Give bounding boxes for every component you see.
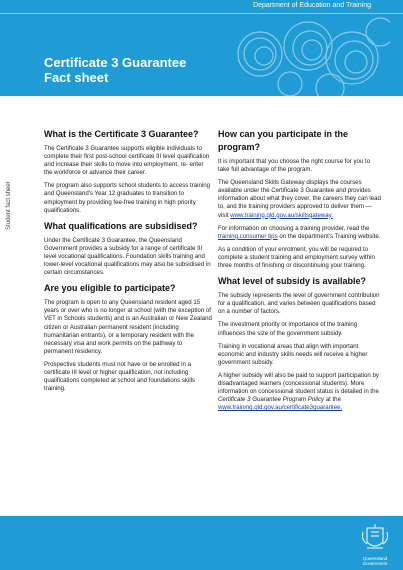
paragraph <box>218 372 383 412</box>
section-heading-subsidy: What level of subsidy is available? <box>218 276 367 287</box>
section-heading-what-is: What is the Certificate 3 Guarantee? <box>44 129 199 139</box>
page-title: Certificate 3 Guarantee Fact sheet <box>44 55 187 85</box>
paragraph: The program is open to any Queensland resident aged 15 years or over who is no longer at school (with the exception of VET in Schools students) and is an Australian or New Zealand citizen or Australian permanent resident (including humanitarian entrants), or a temporary resident with the necessary visa and work permits on the pathway to permanent residency. <box>44 299 212 355</box>
paragraph: The Certificate 3 Guarantee supports eligible individuals to complete their first post-school certificate III level qualification and increase their skills to move into employment, re- enter the workforce or advance their career. <box>44 145 210 177</box>
footer-bar <box>0 516 403 570</box>
paragraph: As a condition of your enrolment, you will be required to complete a student training and employment survey within three months of finishing or discontinuing your training. <box>218 245 375 270</box>
consumer-tips-link[interactable]: training.consumer tips <box>218 232 278 240</box>
paragraph-text: on the department's Training website. <box>279 232 381 240</box>
paragraph: It is important that you choose the right course for you to take full advantage of the program. <box>218 158 371 174</box>
paragraph: Prospective students must not have or be enrolled in a certificate III level or higher qualification, not including qualifications completed at school and foundations skills training. <box>44 360 196 393</box>
skills-gateway-link[interactable]: www.training.qld.gov.au/skillsgateway. <box>230 211 333 219</box>
section-heading-participate: How can you participate in the program? <box>218 129 349 152</box>
paragraph-text: A higher subsidy will also be paid to support participation by disadvantaged learners (concessional students). More information on concessional student status is detailed in the <box>218 371 379 396</box>
department-name: Department of Education and Training <box>253 2 371 9</box>
section-heading-eligibility: Are you eligible to participate? <box>44 283 176 294</box>
header-top-bar <box>0 0 403 14</box>
section-heading-qualifications: What qualifications are subsidised? <box>44 220 198 231</box>
decorative-swirls-graphic <box>230 14 390 96</box>
right-column <box>218 128 383 417</box>
paragraph-text: The Queensland Skills Gateway displays the courses available under the Certificate 3 Guarantee and provides information about what they cover, the careers they can lead to, and the training providers approved to deliver them — visit <box>218 179 381 219</box>
certificate3-guarantee-link[interactable]: www.training.qld.gov.au/certificate3guarantee. <box>218 404 343 412</box>
paragraph <box>218 179 383 219</box>
paragraph: Training in vocational areas that align with important economic and industry skills needs will receive a higher government subsidy. <box>218 342 368 366</box>
paragraph-text: For information on choosing a training provider, read the <box>218 224 370 232</box>
paragraph-text: at the <box>325 396 341 404</box>
queensland-government-logo-text: Queensland Government <box>362 556 388 566</box>
paragraph: Under the Certificate 3 Guarantee, the Queensland Government provides a subsidy for a range of certificate III level vocational qualifications. Foundation skills training and lower-level vocational qualifications may also be subsidised in certain circumstances. <box>44 236 211 277</box>
left-column <box>44 128 212 398</box>
paragraph <box>218 225 383 241</box>
paragraph: The investment priority or importance of the training influences the size of the government subsidy. <box>218 321 358 337</box>
paragraph: The subsidy represents the level of government contribution for a qualification, and varies between qualifications based on a number of factors. <box>218 292 380 316</box>
paragraph: The program also supports school students to access training and Queensland's Year 12 graduates to transition to employment by providing fee-free training in high priority qualifications. <box>44 182 210 214</box>
side-label: Student fact sheet <box>6 181 12 230</box>
header-banner <box>0 0 403 96</box>
policy-title: Certificate 3 Guarantee Program Policy <box>218 396 325 404</box>
